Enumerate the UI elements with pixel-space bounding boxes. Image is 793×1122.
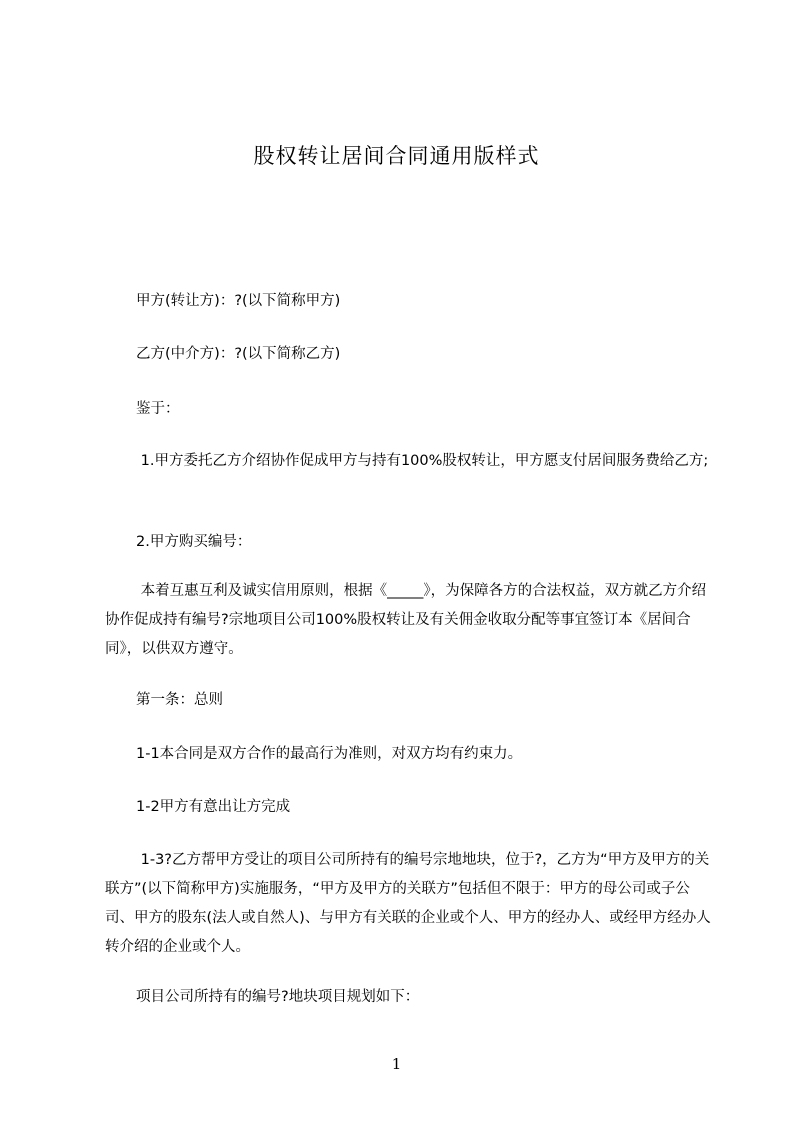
party-a-line: 甲方(转让方)：?(以下简称甲方) (136, 293, 341, 309)
clause-1-1: 1-1本合同是双方合作的最高行为准则，对双方均有约束力。 (136, 746, 523, 762)
clause-1-3: 1-3?乙方帮甲方受让的项目公司所持有的编号宗地地块，位于?，乙方为“甲方及甲方的关联方”(以下简称甲方)实施服务，“甲方及甲方的关联方”包括但不限于：甲方的母公司或子公司、甲方的股东(法人或自然人)、与甲方有关联的企业或个人、甲方的经办人、或经甲方经办人转介绍的企业或个人。 (105, 852, 711, 955)
project-plan-line: 项目公司所持有的编号?地块项目规划如下： (136, 989, 420, 1005)
preamble-paragraph: 本着互惠互利及诚实信用原则，根据《_____》，为保障各方的合法权益，双方就乙方介绍协作促成持有编号?宗地项目公司100%股权转让及有关佣金收取分配等事宜签订本《居间合同》，以供双方遵守。 (105, 583, 707, 657)
whereas-item-1: 1.甲方委托乙方介绍协作促成甲方与持有100%股权转让，甲方愿支付居间服务费给乙方; (136, 453, 709, 469)
page-number: 1 (391, 1055, 402, 1073)
clause-1-2: 1-2甲方有意出让方完成 (136, 799, 291, 815)
whereas-item-2: 2.甲方购买编号： (136, 534, 252, 550)
document-title: 股权转让居间合同通用版样式 (253, 144, 540, 168)
party-b-line: 乙方(中介方)：?(以下简称乙方) (136, 346, 341, 362)
article-1-heading: 第一条：总则 (136, 692, 223, 708)
whereas-label: 鉴于： (136, 401, 180, 417)
